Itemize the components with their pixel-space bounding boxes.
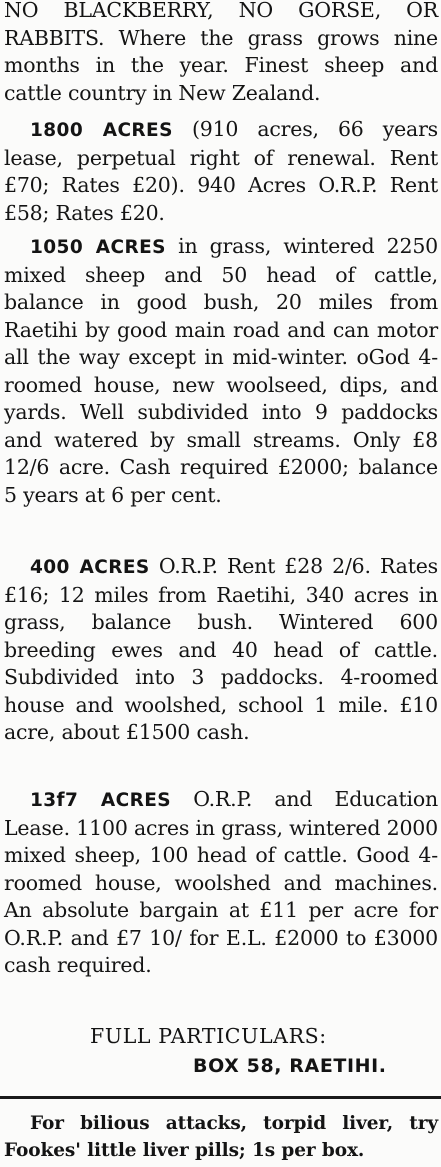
liver-pill-advertisement: For bilious attacks, torpid liver, try Fookes' little liver pills; 1s per box. bbox=[4, 1113, 438, 1161]
listing-1800-acres bbox=[4, 116, 438, 227]
listing-body: (910 acres, 66 years lease, perpetual right of renewal. Rent £70; Rates £20). 940 Acres O.R.P. Rent £58; Rates £20. bbox=[4, 117, 438, 225]
intro-paragraph: NO BLACKBERRY, NO GORSE, OR RABBITS. Where the grass grows nine months in the year. Finest sheep and cattle country in New Zealand. bbox=[4, 0, 438, 105]
listing-13f7-acres bbox=[4, 786, 438, 980]
listing-heading: 400 ACRES bbox=[30, 557, 150, 578]
listing-heading: 1050 ACRES bbox=[30, 237, 166, 258]
listing-heading: 13f7 ACRES bbox=[30, 790, 172, 811]
column-divider bbox=[0, 1096, 441, 1099]
listing-body: in grass, wintered 2250 mixed sheep and 50 head of cattle, balance in good bush, 20 miles from Raetihi by good main road and can motor all the way except in mid-winter. oGod 4-roomed house, new woolseed, dips, and yards. Well subdivided into 9 paddocks and watered by small streams. Only £8 12/6 acre. Cash required £2000; balance 5 years at 6 per cent. bbox=[4, 234, 439, 507]
full-particulars-label: FULL PARTICULARS: bbox=[90, 1024, 327, 1048]
listing-body: O.R.P. Rent £28 2/6. Rates £16; 12 miles from Raetihi, 340 acres in grass, balance bush. Wintered 600 breeding ewes and 40 head of cattle. Subdivided into 3 paddocks. 4-roomed house and woolshed, school 1 mile. £10 acre, about £1500 cash. bbox=[4, 554, 438, 744]
listing-400-acres bbox=[4, 553, 438, 747]
listing-body: O.R.P. and Education Lease. 1100 acres in grass, wintered 2000 mixed sheep, 100 head of cattle. Good 4-roomed house, woolshed and machines. An absolute bargain at £11 per acre for O.R.P. and £7 10/ for E.L. £2000 to £3000 cash required. bbox=[4, 787, 438, 977]
contact-address: BOX 58, RAETIHI. bbox=[193, 1055, 387, 1077]
listing-heading: 1800 ACRES bbox=[30, 120, 173, 141]
listing-1050-acres bbox=[4, 233, 438, 509]
